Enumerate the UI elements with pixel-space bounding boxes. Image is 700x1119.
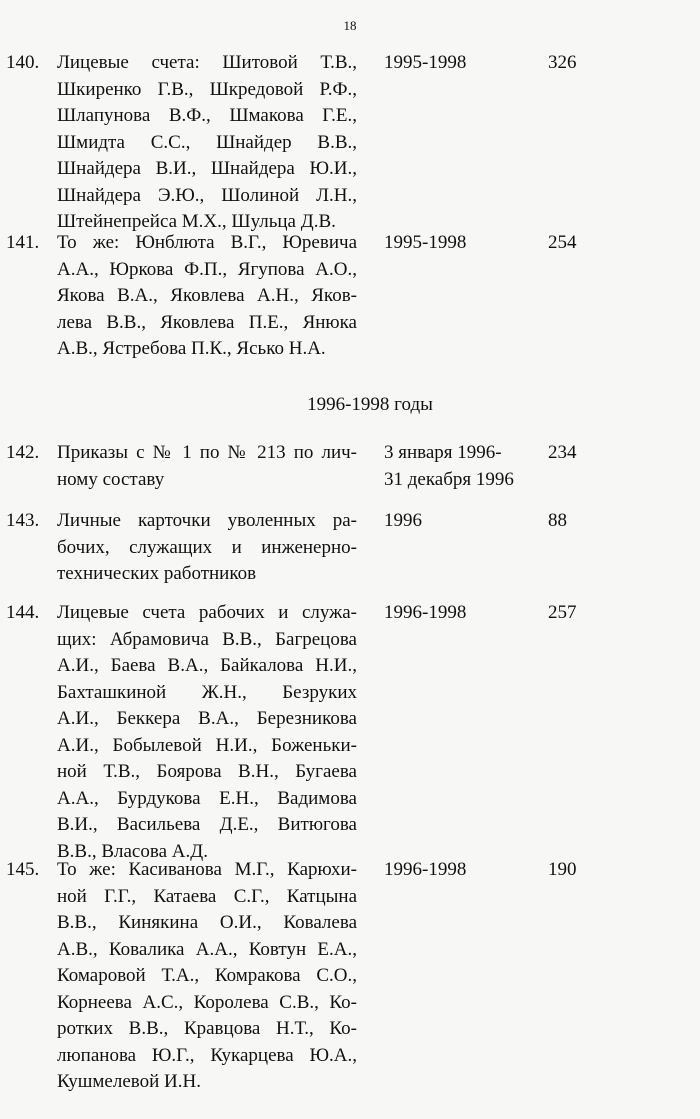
- entry-dates: [384, 440, 534, 493]
- desc-line: Шмидта С.С., Шнайдер В.В.,: [57, 131, 357, 153]
- entry-description: [57, 440, 357, 493]
- desc-line: ной Г.Г., Катаева С.Г., Катцына: [57, 885, 357, 907]
- desc-line: Шлапунова В.Ф., Шмакова Г.Е.,: [57, 105, 357, 126]
- desc-line: щих: Абрамовича В.В., Багрецова: [57, 628, 357, 650]
- desc-line: Лицевые счета: Шитовой Т.В.,: [57, 52, 357, 73]
- entry-dates: 1995-1998: [384, 232, 467, 253]
- entry-dates: 1996: [384, 510, 422, 531]
- entry-count: 257: [548, 602, 577, 623]
- desc-line: Штейнепрейса М.Х., Шульца Д.В.: [57, 211, 336, 232]
- desc-line: ротких В.В., Кравцова Н.Т., Ко-: [57, 1018, 357, 1039]
- desc-line: А.И., Бобылевой Н.И., Боженьки-: [57, 734, 357, 756]
- desc-line: Комаровой Т.А., Комракова С.О.,: [57, 965, 357, 986]
- desc-line: ному составу: [57, 468, 165, 490]
- desc-line: Корнеева А.С., Королева С.В., Ко-: [57, 991, 357, 1013]
- desc-line: Якова В.А., Яковлева А.Н., Яков-: [57, 285, 357, 306]
- desc-line: То же: Юнблюта В.Г., Юревича: [57, 232, 357, 253]
- entry-number: 142.: [6, 442, 40, 463]
- desc-line: В.В., Власова А.Д.: [57, 840, 208, 862]
- desc-line: А.И., Беккера В.А., Березникова: [57, 708, 357, 729]
- desc-line: ной Т.В., Боярова В.Н., Бугаева: [57, 761, 357, 782]
- desc-line: Бахташкиной Ж.Н., Безруких: [57, 681, 357, 703]
- desc-line: А.А., Юркова Ф.П., Ягупова А.О.,: [57, 258, 357, 280]
- entry-number: 140.: [6, 52, 40, 73]
- desc-line: А.И., Баева В.А., Байкалова Н.И.,: [57, 655, 357, 676]
- entry-count: 326: [548, 52, 577, 73]
- entry-number: 141.: [6, 232, 40, 253]
- entry-description: [57, 857, 357, 1096]
- entry-number: 145.: [6, 859, 40, 880]
- entry-dates: 1996-1998: [384, 602, 467, 623]
- entry-count: 88: [548, 510, 567, 531]
- desc-line: То же: Касиванова М.Г., Карюхи-: [57, 859, 357, 880]
- desc-line: Лицевые счета рабочих и служа-: [57, 602, 357, 623]
- entry-count: 234: [548, 442, 577, 463]
- desc-line: В.И., Васильева Д.Е., Витюгова: [57, 814, 357, 835]
- desc-line: Личные карточки уволенных ра-: [57, 510, 357, 531]
- entry-dates: 1995-1998: [384, 52, 467, 73]
- entry-description: [57, 508, 357, 588]
- desc-line: Шкиренко Г.В., Шкредовой Р.Ф.,: [57, 78, 357, 100]
- desc-line: Кушмелевой И.Н.: [57, 1071, 201, 1092]
- dates-line: 31 декабря 1996: [384, 468, 514, 490]
- desc-line: технических работников: [57, 563, 257, 584]
- desc-line: бочих, служащих и инженерно-: [57, 536, 357, 558]
- desc-line: А.В., Ковалика А.А., Ковтун Е.А.,: [57, 938, 357, 960]
- entry-dates: 1996-1998: [384, 859, 467, 880]
- desc-line: Приказы с № 1 по № 213 по лич-: [57, 442, 357, 463]
- entry-number: 143.: [6, 510, 40, 531]
- page-number: 18: [343, 18, 357, 33]
- entry-description: [57, 50, 357, 236]
- desc-line: А.А., Бурдукова Е.Н., Вадимова: [57, 787, 357, 809]
- entry-count: 190: [548, 859, 577, 880]
- desc-line: люпанова Ю.Г., Кукарцева Ю.А.,: [57, 1044, 357, 1066]
- entry-description: [57, 230, 357, 363]
- desc-line: лева В.В., Яковлева П.Е., Янюка: [57, 311, 357, 333]
- desc-line: Шнайдера Э.Ю., Шолиной Л.Н.,: [57, 184, 357, 206]
- entry-description: [57, 600, 357, 865]
- entry-count: 254: [548, 232, 577, 253]
- section-heading: 1996-1998 годы: [307, 394, 433, 415]
- entry-number: 144.: [6, 602, 40, 623]
- dates-line: 3 января 1996-: [384, 442, 502, 463]
- desc-line: А.В., Ястребова П.К., Ясько Н.А.: [57, 338, 326, 359]
- desc-line: В.В., Кинякина О.И., Ковалева: [57, 912, 357, 933]
- desc-line: Шнайдера В.И., Шнайдера Ю.И.,: [57, 158, 357, 179]
